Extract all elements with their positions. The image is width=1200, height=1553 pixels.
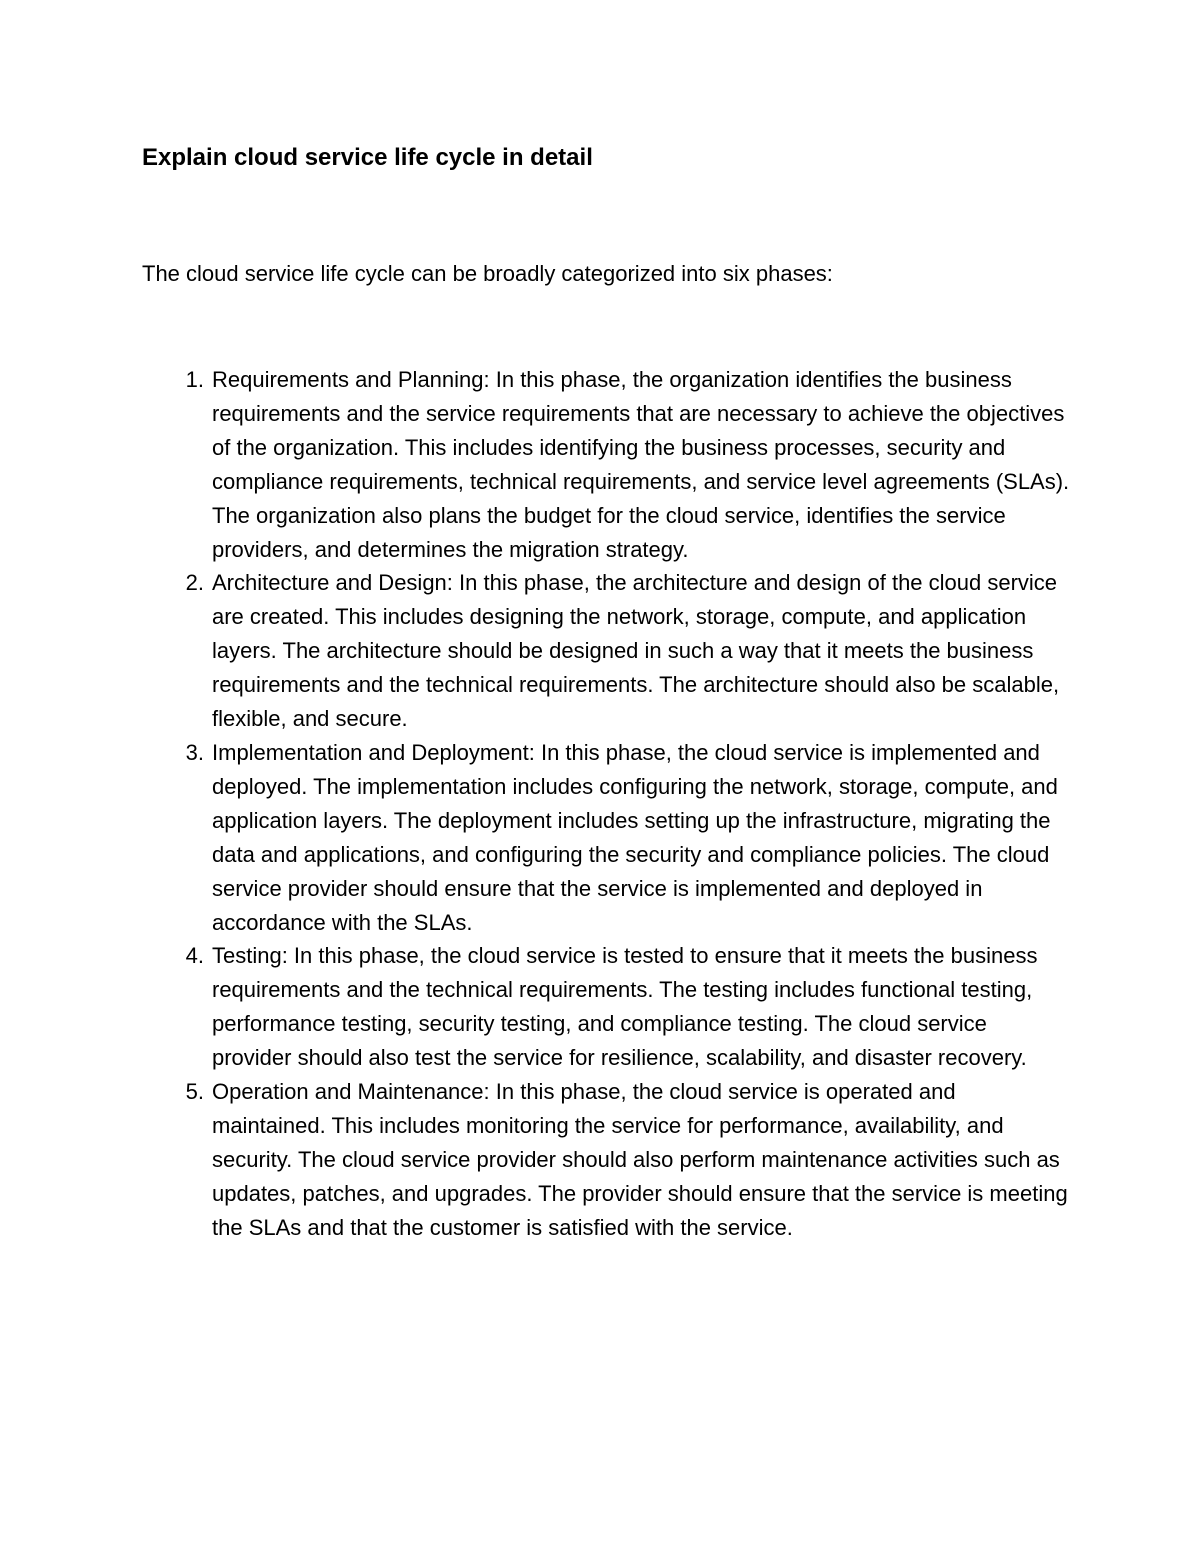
intro-paragraph: The cloud service life cycle can be broadly categorized into six phases:	[142, 261, 833, 286]
list-item-text: Testing: In this phase, the cloud service is tested to ensure that it meets the business requirements and the technical requirements. The testing includes functional testing, performance testing, security testing, and compliance testing. The cloud service provider should also test the service for resilience, scalability, and disaster recovery.	[212, 943, 1038, 1071]
list-item-text: Operation and Maintenance: In this phase, the cloud service is operated and maintained. This includes monitoring the service for performance, availability, and security. The cloud service provider should also perform maintenance activities such as updates, patches, and upgrades. The provider should ensure that the service is meeting the SLAs and that the customer is satisfied with the service.	[212, 1079, 1068, 1240]
list-item	[185, 939, 1072, 1075]
list-item-text: Implementation and Deployment: In this phase, the cloud service is implemented and deployed. The implementation includes configuring the network, storage, compute, and application layers. The deployment includes setting up the infrastructure, migrating the data and applications, and configuring the security and compliance policies. The cloud service provider should ensure that the service is implemented and deployed in accordance with the SLAs.	[212, 739, 1058, 935]
list-item-text: Architecture and Design: In this phase, the architecture and design of the cloud service are created. This includes designing the network, storage, compute, and application layers. The architecture should be designed in such a way that it meets the business requirements and the technical requirements. The architecture should also be scalable, flexible, and secure.	[212, 570, 1060, 732]
list-item-number: 4.	[185, 943, 204, 969]
list-item-number: 1.	[185, 367, 204, 392]
list-item	[185, 363, 1072, 566]
page-title: Explain cloud service life cycle in detail	[142, 144, 593, 171]
phase-list	[185, 363, 1072, 1245]
list-item	[185, 1075, 1072, 1245]
list-item	[185, 736, 1072, 939]
list-item	[185, 566, 1072, 736]
list-item-number: 5.	[185, 1079, 204, 1105]
list-item-number: 2.	[185, 570, 204, 596]
list-item-number: 3.	[185, 739, 204, 765]
list-item-text: Requirements and Planning: In this phase, the organization identifies the business requirements and the service requirements that are necessary to achieve the objectives of the organization. This includes identifying the business processes, security and compliance requirements, technical requirements, and service level agreements (SLAs). The organization also plans the budget for the cloud service, identifies the service providers, and determines the migration strategy.	[212, 367, 1070, 562]
